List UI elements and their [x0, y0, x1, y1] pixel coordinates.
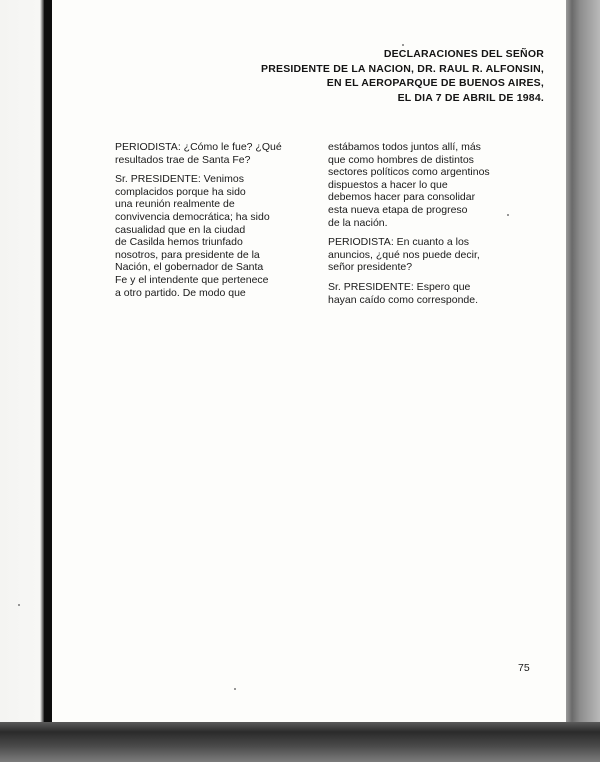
text-line: debemos hacer para consolidar — [328, 191, 476, 204]
scan-speck — [234, 688, 236, 690]
scan-speck — [507, 214, 509, 216]
page-number: 75 — [518, 662, 530, 674]
question-paragraph — [115, 141, 315, 166]
text-line: Sr. PRESIDENTE: Venimos — [115, 173, 244, 186]
scan-left-shadow — [44, 0, 52, 762]
scan-bottom-edge — [0, 722, 600, 762]
text-line: a otro partido. De modo que — [115, 286, 246, 299]
text-line: anuncios, ¿qué nos puede decir, — [328, 248, 480, 261]
text-line: dispuestos a hacer lo que — [328, 178, 448, 191]
text-line: hayan caído como corresponde. — [328, 293, 479, 306]
heading-line: EL DIA 7 DE ABRIL DE 1984. — [397, 91, 544, 104]
answer-paragraph — [328, 281, 538, 306]
text-line: complacidos porque ha sido — [115, 185, 246, 198]
text-line: señor presidente? — [328, 261, 413, 274]
scan-right-edge — [566, 0, 600, 762]
text-line: resultados trae de Santa Fe? — [115, 153, 251, 166]
text-line: casualidad que en la ciudad — [115, 223, 246, 236]
heading-line: PRESIDENTE DE LA NACION, DR. RAUL R. ALFONSIN, — [261, 62, 544, 75]
scan-speck — [402, 44, 404, 46]
heading-line: DECLARACIONES DEL SEÑOR — [383, 48, 544, 60]
document-heading — [261, 47, 544, 105]
text-line: PERIODISTA: ¿Cómo le fue? ¿Qué — [115, 141, 282, 153]
text-line: Fe y el intendente que pertenece — [115, 273, 269, 286]
text-line: Sr. PRESIDENTE: Espero que — [328, 280, 471, 293]
text-line: que como hombres de distintos — [328, 153, 474, 166]
text-line: de la nación. — [328, 216, 388, 229]
text-line: convivencia democrática; ha sido — [115, 210, 270, 223]
text-line: esta nueva etapa de progreso — [328, 203, 468, 216]
answer-paragraph — [115, 173, 315, 299]
scan-left-edge — [0, 0, 50, 762]
text-line: nosotros, para presidente de la — [115, 248, 260, 261]
text-line: Nación, el gobernador de Santa — [115, 261, 264, 274]
text-line: estábamos todos juntos allí, más — [328, 141, 481, 153]
answer-continuation-paragraph — [328, 141, 538, 229]
text-line: de Casilda hemos triunfado — [115, 236, 243, 249]
right-text-column — [328, 141, 538, 313]
question-paragraph — [328, 236, 538, 274]
text-line: sectores políticos como argentinos — [328, 166, 490, 179]
heading-line: EN EL AEROPARQUE DE BUENOS AIRES, — [326, 77, 544, 89]
left-text-column — [115, 141, 315, 306]
scan-speck — [18, 604, 20, 606]
text-line: PERIODISTA: En cuanto a los — [328, 236, 470, 249]
text-line: una reunión realmente de — [115, 198, 235, 211]
